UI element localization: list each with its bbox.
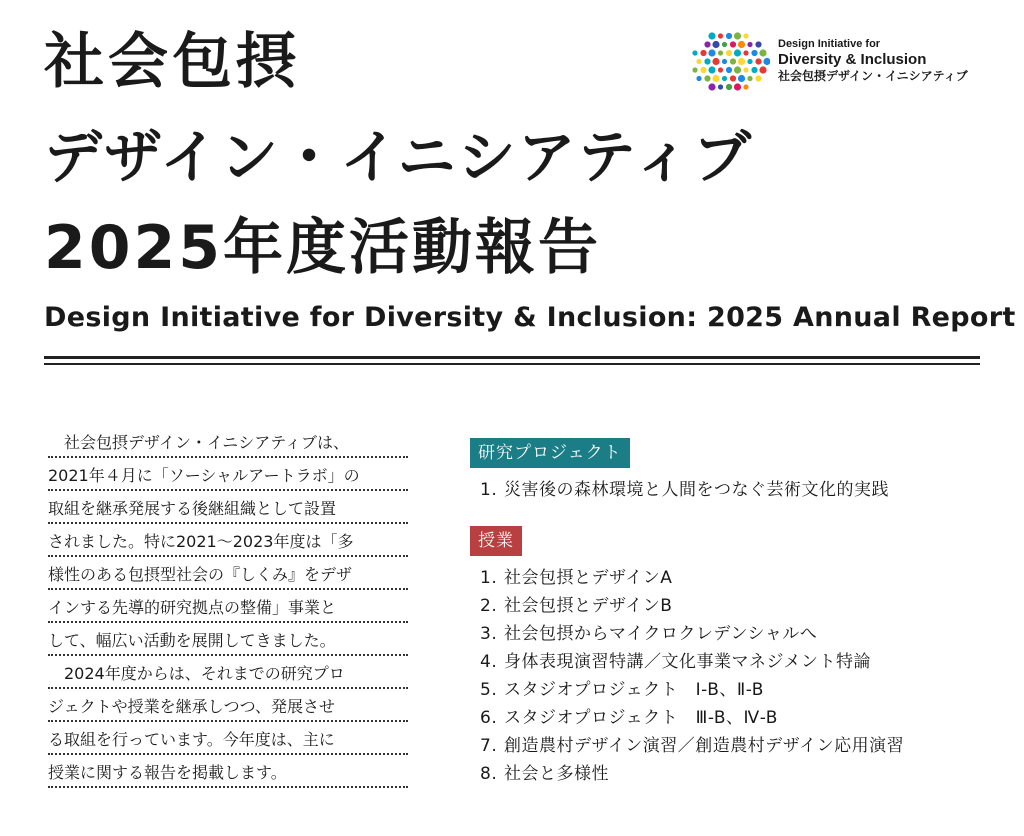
logo-dot [704,58,710,64]
colorful-dots-icon [690,30,770,94]
logo-dot [718,50,723,55]
list-item [470,476,990,504]
logo-dot [692,50,697,55]
logo-dot [704,75,710,81]
logo-dot [722,76,727,81]
item-text: 社会包摂からマイクロクレデンシャルへ [504,624,818,644]
logo-dot [696,59,701,64]
logo-dot [726,33,732,39]
logo-dot [730,41,736,47]
initiative-logo [690,30,990,94]
logo-dot [755,75,761,81]
logo-dot [730,58,736,64]
list-item [470,676,990,704]
logo-dot [718,33,723,38]
intro-line: 2024年度からは、それまでの研究プロ [48,661,408,689]
intro-line: インする先導的研究拠点の整備」事業と [48,595,408,623]
logo-dot [734,49,741,56]
list-item [470,564,990,592]
item-number: 4. [480,652,498,672]
list-item [470,592,990,620]
item-number: 1. [480,568,498,588]
list-item [470,760,990,788]
item-text: 災害後の森林環境と人間をつなぐ芸術文化的実践 [504,480,889,500]
logo-dot [726,84,732,90]
logo-dot [708,32,715,39]
intro-paragraph [48,430,408,793]
title-line-1: 社会包摂 [44,27,300,97]
logo-text-line-3: 社会包摂デザイン・イニシアティブ [778,69,968,83]
english-subtitle: Design Initiative for Diversity & Inclusion: 2025 Annual Report [44,302,1016,333]
item-number: 6. [480,708,498,728]
logo-dot [734,66,741,73]
intro-line: 社会包摂デザイン・イニシアティブは、 [48,430,408,458]
logo-dot [708,66,715,73]
logo-dot [747,42,752,47]
logo-dot [738,41,745,48]
logo-dot [708,83,715,90]
logo-dot [743,84,748,89]
logo-dot [763,58,770,65]
item-number: 2. [480,596,498,616]
title-rule-top [44,356,980,359]
logo-dot [700,67,706,73]
item-text: 社会と多様性 [504,764,609,784]
intro-line: ジェクトや授業を継承しつつ、発展させ [48,694,408,722]
logo-dot [734,83,741,90]
logo-dot [726,50,732,56]
logo-dot [722,59,727,64]
title-rule-bottom [44,363,980,365]
logo-dot [738,75,745,82]
intro-line: る取組を行っています。今年度は、主に [48,727,408,755]
list-item [470,732,990,760]
item-number: 7. [480,736,498,756]
logo-dot [759,66,766,73]
logo-dot [747,59,752,64]
logo-dot [718,84,723,89]
logo-dot [743,50,748,55]
research-project-list [470,476,990,504]
logo-dot [734,32,741,39]
list-item [470,620,990,648]
intro-line: されました。特に2021～2023年度は「多 [48,529,408,557]
intro-line: して、幅広い活動を展開してきました。 [48,628,408,656]
logo-dot [730,75,736,81]
item-text: 社会包摂とデザインA [504,568,673,588]
item-text: スタジオプロジェクト Ⅰ-B、Ⅱ-B [504,680,764,700]
logo-dot [712,75,719,82]
item-text: スタジオプロジェクト Ⅲ-B、Ⅳ-B [504,708,778,728]
list-item [470,704,990,732]
item-text: 社会包摂とデザインB [504,596,673,616]
item-number: 8. [480,764,498,784]
item-number: 3. [480,624,498,644]
intro-line: 授業に関する報告を掲載します。 [48,760,408,788]
item-number: 1. [480,480,498,500]
logo-dot [751,67,757,73]
item-text: 創造農村デザイン演習／創造農村デザイン応用演習 [504,736,905,756]
item-text: 身体表現演習特講／文化事業マネジメント特論 [504,652,871,672]
intro-line: 2021年４月に「ソーシャルアートラボ」の [48,463,408,491]
intro-line: 様性のある包摂型社会の『しくみ』をデザ [48,562,408,590]
contents-list [470,438,990,788]
intro-line: 取組を継承発展する後継組織として設置 [48,496,408,524]
logo-dot [708,49,715,56]
logo-dot [738,58,745,65]
class-list [470,564,990,788]
classes-label: 授業 [470,526,522,556]
logo-dot [700,50,706,56]
logo-dot [743,33,748,38]
research-projects-label: 研究プロジェクト [470,438,630,468]
logo-dot [755,41,761,47]
logo-dot [751,50,757,56]
logo-dot [755,58,761,64]
logo-dot [726,67,732,73]
logo-dot [722,42,727,47]
logo-dot [696,76,701,81]
title-line-2: デザイン・イニシアティブ [44,123,753,191]
logo-text-line-2: Diversity & Inclusion [778,51,927,68]
logo-dot [712,58,719,65]
logo-dot [692,67,697,72]
title-line-3: 2025年度活動報告 [44,213,601,283]
logo-dot [712,41,719,48]
logo-dot [704,41,710,47]
item-number: 5. [480,680,498,700]
logo-dot [743,67,748,72]
logo-text [778,38,968,84]
logo-text-line-1: Design Initiative for [778,38,881,50]
list-item [470,648,990,676]
logo-dot [759,49,766,56]
logo-dot [718,67,723,72]
logo-dot [747,76,752,81]
